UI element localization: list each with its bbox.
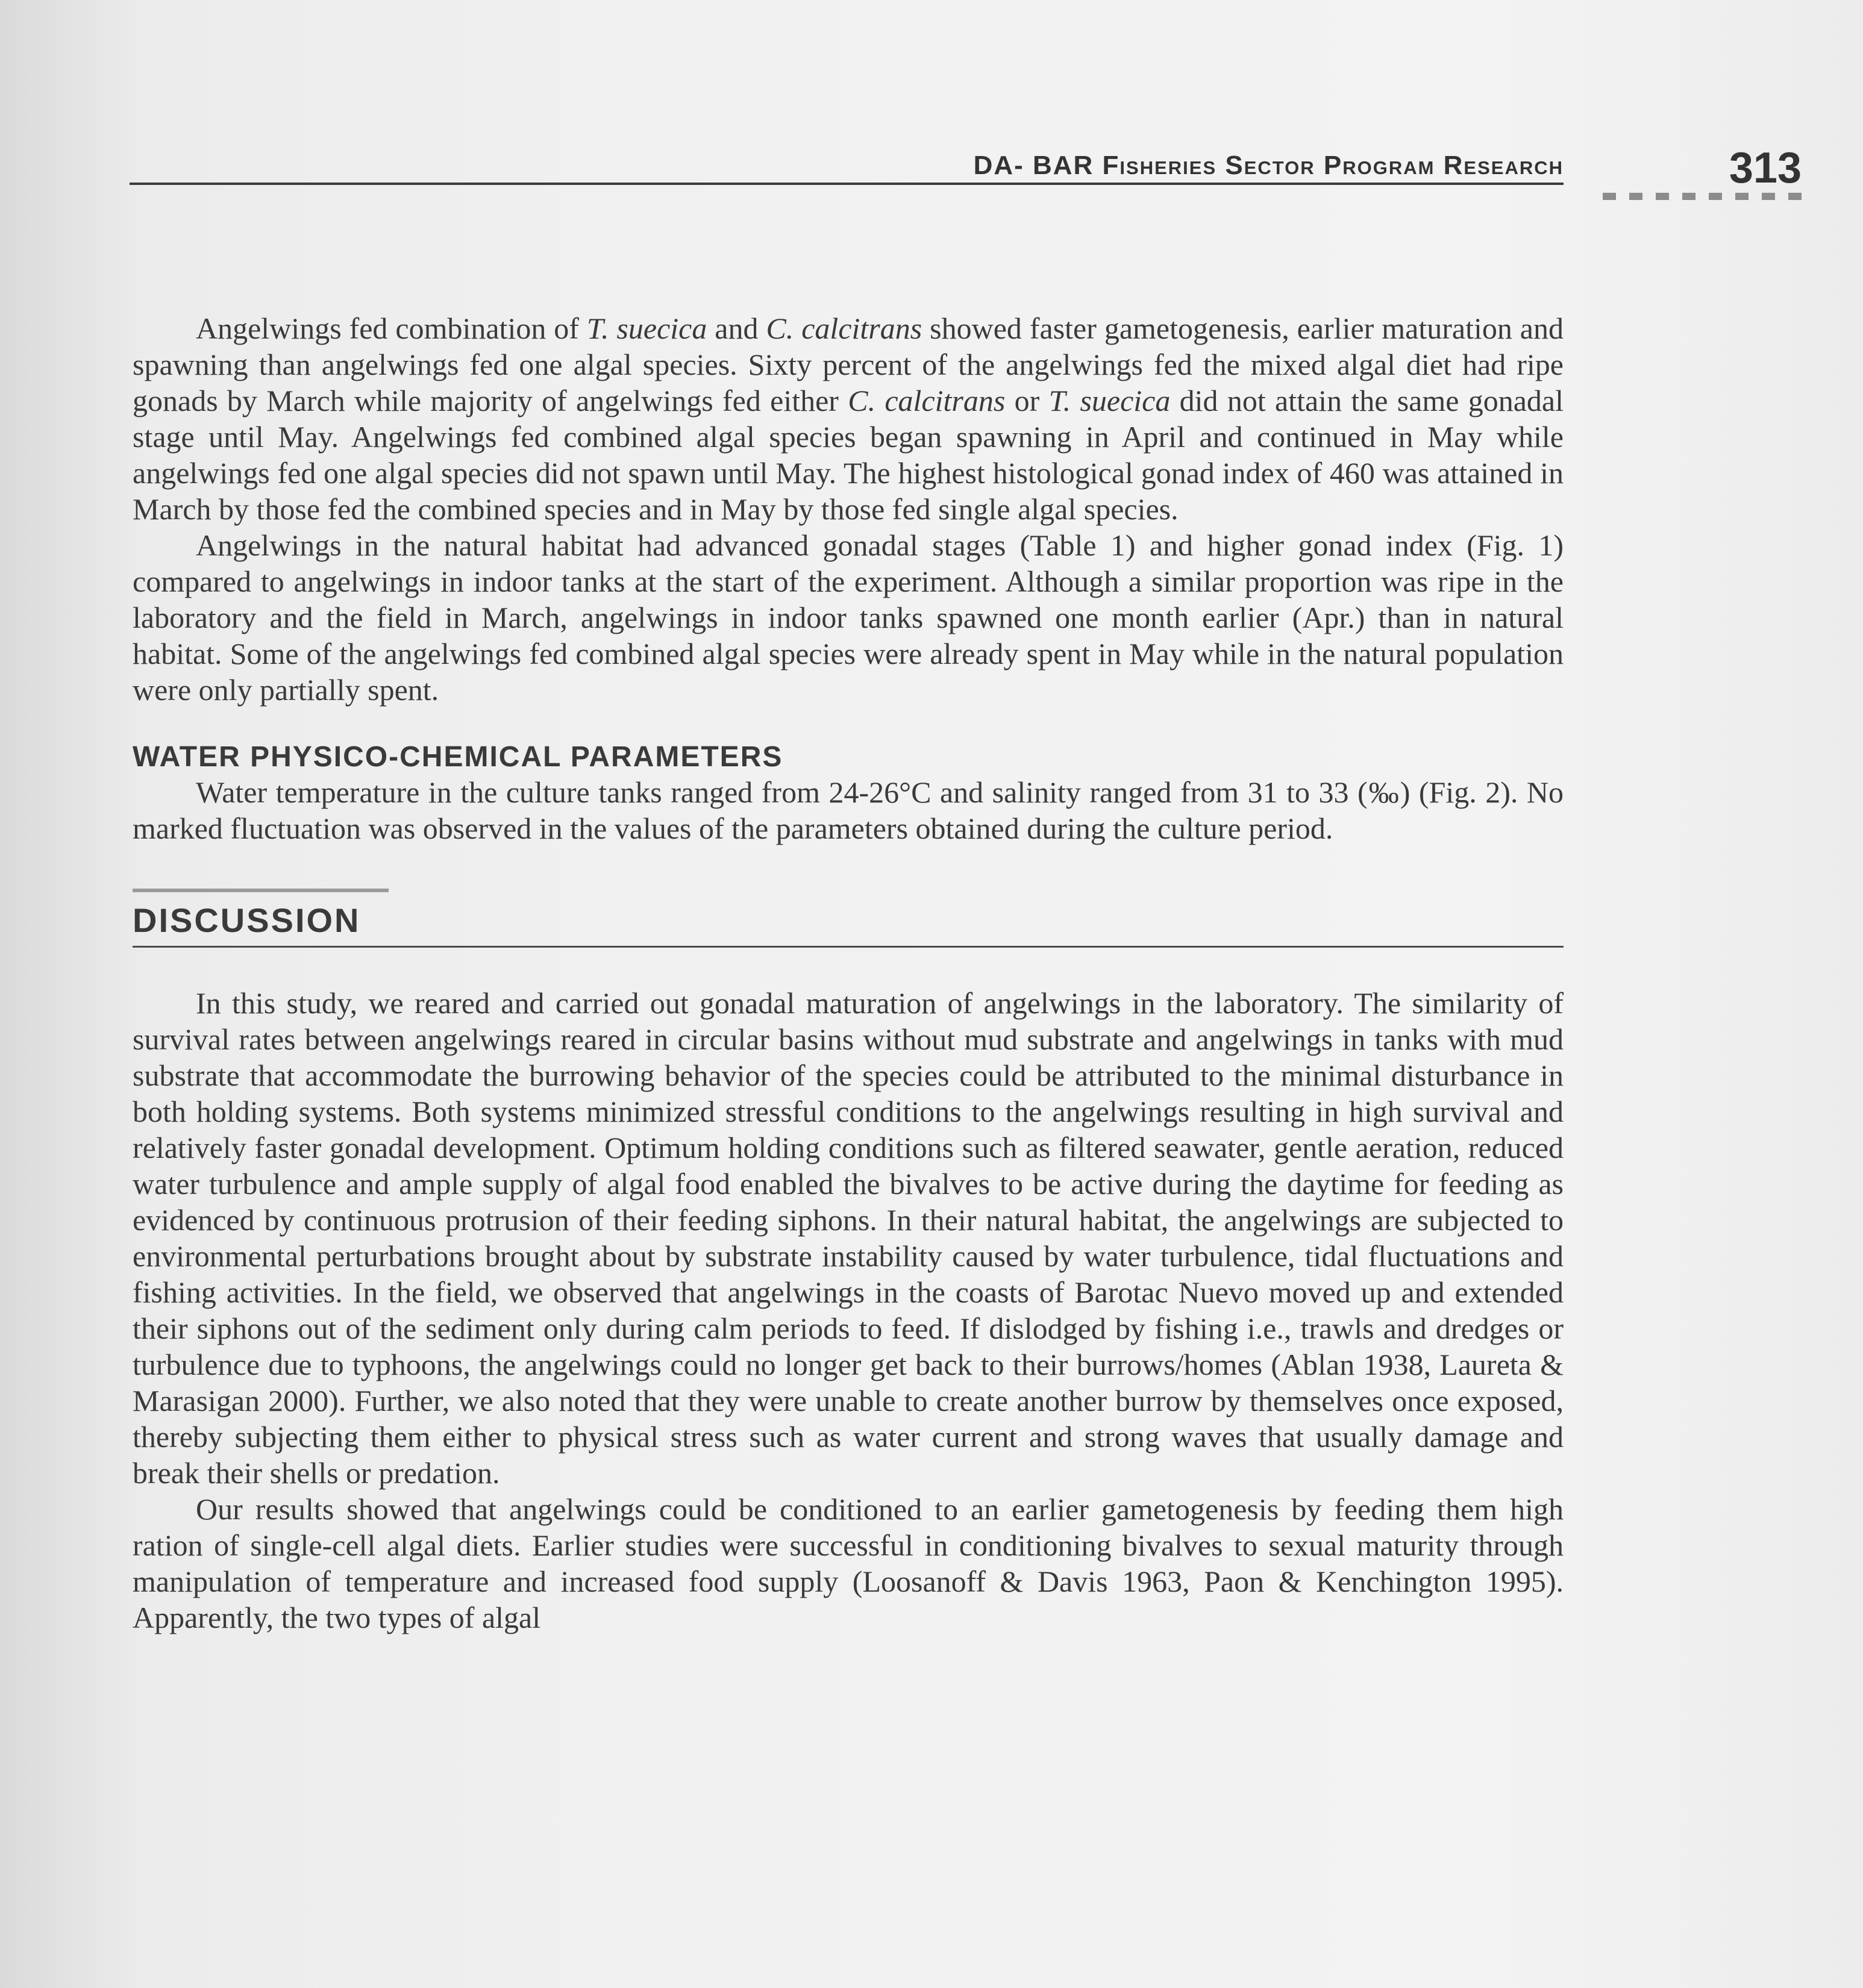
- discussion-heading-block: [133, 889, 1564, 948]
- discussion-body: [133, 985, 1564, 1636]
- water-parameters-paragraph: Water temperature in the culture tanks ranged from 24-26°C and salinity ranged from 31 to 33 (‰) (Fig. 2). No marked fluctuation was observed in the values of the parameters obtained during the culture period.: [133, 775, 1564, 845]
- page-number: 313: [1729, 144, 1802, 192]
- running-header: [130, 144, 1802, 211]
- body-text: [133, 310, 1564, 1636]
- discussion-paragraph-1: In this study, we reared and carried out gonadal maturation of angelwings in the laboratory. The similarity of survival rates between angelwings reared in circular basins without mud substrate and angelwings in tanks with mud substrate that accommodate the burrowing behavior of the species could be attributed to the minimal disturbance in both holding systems. Both systems minimized stressful conditions to the angelwings resulting in high survival and relatively faster gonadal development. Optimum holding conditions such as filtered seawater, gentle aeration, reduced water turbulence and ample supply of algal food enabled the bivalves to be active during the daytime for feeding as evidenced by continuous protrusion of their feeding siphons. In their natural habitat, the angelwings are subjected to environmental perturbations brought about by substrate instability caused by water turbulence, tidal fluctuations and fishing activities. In the field, we observed that angelwings in the coasts of Barotac Nuevo moved up and extended their siphons out of the sediment only during calm periods to feed. If dislodged by fishing i.e., trawls and dredges or turbulence due to typhoons, the angelwings could no longer get back to their burrows/homes (Ablan 1938, Laureta & Marasigan 2000). Further, we also noted that they were unable to create another burrow by themselves once exposed, thereby subjecting them either to physical stress such as water current and strong waves that usually damage and break their shells or predation.: [133, 986, 1564, 1490]
- header-dot-ornament: [1603, 193, 1802, 200]
- discussion-rule: [133, 946, 1564, 948]
- discussion-heading: DISCUSSION: [133, 901, 361, 939]
- water-parameters-heading: WATER PHYSICO-CHEMICAL PARAMETERS: [133, 741, 783, 773]
- discussion-paragraph-2: Our results showed that angelwings could be conditioned to an earlier gametogenesis by feeding them high ration of single-cell algal diets. Earlier studies were successful in conditioning bivalves to sexual maturity through manipulation of temperature and increased food supply (Loosanoff & Davis 1963, Paon & Kenchington 1995). Apparently, the two types of algal: [133, 1492, 1564, 1634]
- journal-title: DA- BAR Fisheries Sector Program Research: [973, 151, 1564, 180]
- results-paragraph-1: Angelwings fed combination of T. suecica and C. calcitrans showed faster gametogenesis, earlier maturation and spawning than angelwings fed one algal species. Sixty percent of the angelwings fed the mixed algal diet had ripe gonads by March while majority of angelwings fed either C. calcitrans or T. suecica did not attain the same gonadal stage until May. Angelwings fed combined algal species began spawning in April and continued in May while angelwings fed one algal species did not spawn until May. The highest histological gonad index of 460 was attained in March by those fed the combined species and in May by those fed single algal species.: [133, 311, 1564, 526]
- discussion-overline: [133, 889, 389, 892]
- header-rule: [130, 183, 1564, 185]
- results-paragraph-2: Angelwings in the natural habitat had advanced gonadal stages (Table 1) and higher gonad index (Fig. 1) compared to angelwings in indoor tanks at the start of the experiment. Although a similar proportion was ripe in the laboratory and the field in March, angelwings in indoor tanks spawned one month earlier (Apr.) than in natural habitat. Some of the angelwings fed combined algal species were already spent in May while in the natural population were only partially spent.: [133, 528, 1564, 707]
